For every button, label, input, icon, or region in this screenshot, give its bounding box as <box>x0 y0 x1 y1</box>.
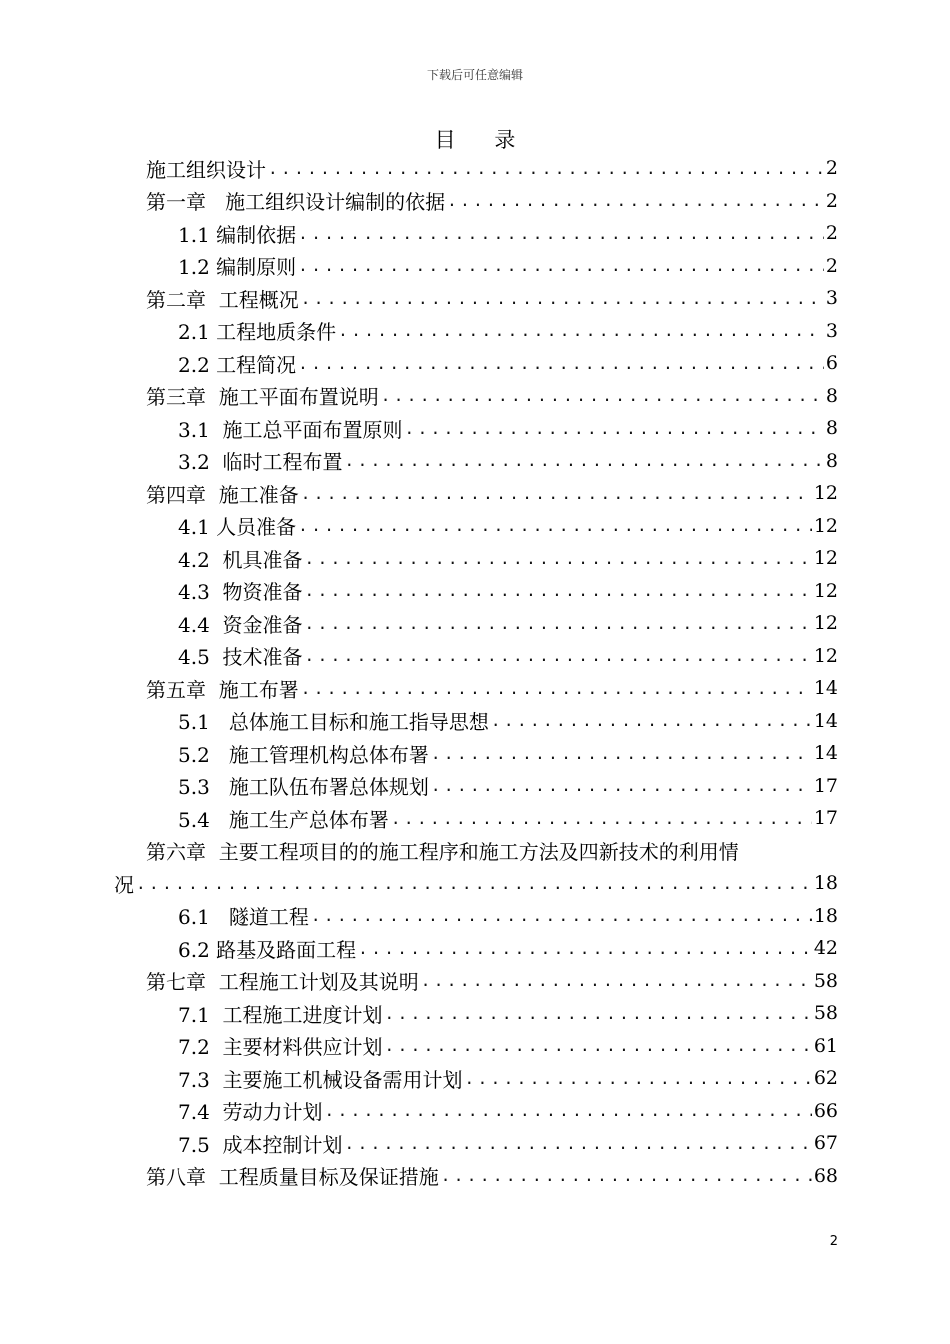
toc-entry-page: 6 <box>825 352 838 375</box>
toc-entry-label: 第五章 施工布署 <box>146 677 299 702</box>
toc-entry-label: 施工组织设计 <box>146 157 266 182</box>
toc-entry-label: 3.1 施工总平面布置原则 <box>178 417 403 442</box>
toc-entry-label: 7.3 主要施工机械设备需用计划 <box>178 1067 463 1092</box>
toc-entry[interactable] <box>114 445 838 478</box>
toc-entry-page: 62 <box>813 1067 838 1090</box>
dot-leader <box>391 809 812 828</box>
toc-entry-label: 3.2 临时工程布置 <box>178 450 343 475</box>
toc-entry-page: 14 <box>813 677 838 700</box>
toc-entry-page: 58 <box>813 969 838 992</box>
toc-entry-page: 3 <box>825 319 838 342</box>
toc-entry-label: 2.1 工程地质条件 <box>178 320 337 345</box>
dot-leader <box>305 581 812 600</box>
dot-leader <box>301 289 824 308</box>
toc-entry[interactable] <box>114 672 838 705</box>
toc-entry-page: 2 <box>825 222 838 245</box>
toc-entry-label: 6.1 隧道工程 <box>178 905 309 930</box>
dot-leader <box>441 1166 812 1185</box>
toc-entry-page: 2 <box>825 157 838 180</box>
toc-entry[interactable] <box>114 217 838 250</box>
toc-entry[interactable] <box>114 347 838 380</box>
header-note: 下载后可任意编辑 <box>426 68 523 82</box>
dot-leader <box>301 679 812 698</box>
dot-leader <box>447 191 824 210</box>
toc-entry[interactable] <box>114 705 838 738</box>
toc-entry-page: 18 <box>813 872 838 895</box>
dot-leader <box>305 646 812 665</box>
table-of-contents <box>114 152 838 1192</box>
toc-title: 目 录 <box>434 128 532 152</box>
toc-entry-label: 7.4 劳动力计划 <box>178 1100 323 1125</box>
toc-entry[interactable] <box>114 477 838 510</box>
dot-leader <box>305 614 812 633</box>
toc-entry[interactable] <box>114 380 838 413</box>
toc-entry-label: 第四章 施工准备 <box>146 482 299 507</box>
toc-entry-page: 67 <box>813 1132 838 1155</box>
toc-entry[interactable] <box>114 1127 838 1160</box>
dot-leader <box>345 1134 812 1153</box>
toc-entry-label: 4.1 人员准备 <box>178 515 297 540</box>
toc-entry[interactable] <box>114 802 838 835</box>
toc-entry-page: 12 <box>813 579 838 602</box>
toc-entry[interactable] <box>114 250 838 283</box>
dot-leader <box>491 711 812 730</box>
toc-entry-page: 14 <box>813 709 838 732</box>
toc-entry-label: 7.2 主要材料供应计划 <box>178 1035 383 1060</box>
dot-leader <box>305 549 812 568</box>
toc-entry-label: 1.1 编制依据 <box>178 222 297 247</box>
toc-entry-label: 5.1 总体施工目标和施工指导思想 <box>178 710 489 735</box>
toc-entry-page: 2 <box>825 254 838 277</box>
toc-entry-page: 58 <box>813 1002 838 1025</box>
toc-entry-label: 5.4 施工生产总体布署 <box>178 807 389 832</box>
toc-entry-label: 4.3 物资准备 <box>178 580 303 605</box>
toc-entry[interactable] <box>114 412 838 445</box>
toc-entry-page: 61 <box>813 1034 838 1057</box>
toc-entry[interactable] <box>114 1160 838 1193</box>
dot-leader <box>465 1069 812 1088</box>
toc-entry[interactable] <box>114 510 838 543</box>
dot-leader <box>431 744 812 763</box>
toc-entry[interactable] <box>114 542 838 575</box>
dot-leader <box>311 906 812 925</box>
toc-entry-page: 2 <box>825 189 838 212</box>
toc-entry-label: 2.2 工程简况 <box>178 352 297 377</box>
toc-entry[interactable] <box>114 932 838 965</box>
dot-leader <box>325 1101 812 1120</box>
toc-entry-page: 3 <box>825 287 838 310</box>
dot-leader <box>298 224 824 243</box>
dot-leader <box>345 451 824 470</box>
toc-entry-label: 7.1 工程施工进度计划 <box>178 1002 383 1027</box>
toc-entry-label: 第三章 施工平面布置说明 <box>146 385 379 410</box>
toc-entry-page: 12 <box>813 644 838 667</box>
dot-leader <box>301 484 812 503</box>
toc-entry-page: 8 <box>825 449 838 472</box>
toc-entry-page: 68 <box>813 1164 838 1187</box>
toc-entry-page: 12 <box>813 514 838 537</box>
toc-entry-label: 1.2 编制原则 <box>178 255 297 280</box>
dot-leader <box>385 1004 812 1023</box>
toc-entry-page: 12 <box>813 612 838 635</box>
dot-leader <box>421 971 812 990</box>
toc-entry-label: 7.5 成本控制计划 <box>178 1132 343 1157</box>
toc-entry-label: 第八章 工程质量目标及保证措施 <box>146 1165 439 1190</box>
toc-entry-page: 14 <box>813 742 838 765</box>
page-number: 2 <box>829 1234 838 1249</box>
toc-entry-continuation[interactable] <box>114 867 838 900</box>
toc-entry-page: 17 <box>813 807 838 830</box>
dot-leader <box>405 419 824 438</box>
toc-entry-label: 第一章 施工组织设计编制的依据 <box>146 190 446 215</box>
toc-entry[interactable] <box>114 1030 838 1063</box>
toc-entry[interactable] <box>114 1095 838 1128</box>
toc-entry[interactable] <box>114 965 838 998</box>
dot-leader <box>298 256 824 275</box>
toc-entry[interactable] <box>114 900 838 933</box>
toc-entry-page: 18 <box>813 904 838 927</box>
toc-entry-label: 第二章 工程概况 <box>146 287 299 312</box>
toc-entry-page: 17 <box>813 774 838 797</box>
toc-entry-label: 6.2 路基及路面工程 <box>178 937 357 962</box>
toc-entry-label: 4.5 技术准备 <box>178 645 303 670</box>
toc-entry-label: 4.4 资金准备 <box>178 612 303 637</box>
dot-leader <box>381 386 824 405</box>
dot-leader <box>338 321 824 340</box>
toc-entry-label: 第六章 主要工程项目的的施工程序和施工方法及四新技术的利用情 <box>146 840 739 865</box>
toc-entry-page: 8 <box>825 384 838 407</box>
dot-leader <box>136 874 812 893</box>
toc-entry[interactable] <box>114 185 838 218</box>
dot-leader <box>431 776 812 795</box>
dot-leader <box>298 516 812 535</box>
toc-entry-label-continued: 况 <box>114 872 134 897</box>
toc-entry[interactable] <box>114 997 838 1030</box>
toc-entry[interactable] <box>114 770 838 803</box>
toc-entry-label: 5.2 施工管理机构总体布署 <box>178 742 429 767</box>
toc-entry[interactable] <box>114 1062 838 1095</box>
toc-entry-page: 12 <box>813 547 838 570</box>
toc-entry[interactable] <box>114 607 838 640</box>
toc-entry[interactable] <box>114 315 838 348</box>
toc-entry[interactable] <box>114 152 838 185</box>
toc-entry-label: 5.3 施工队伍布署总体规划 <box>178 775 429 800</box>
toc-entry[interactable] <box>114 640 838 673</box>
dot-leader <box>268 159 824 178</box>
toc-entry-page: 66 <box>813 1099 838 1122</box>
dot-leader <box>358 939 812 958</box>
toc-entry-page: 8 <box>825 417 838 440</box>
toc-entry[interactable] <box>114 835 838 868</box>
toc-entry-label: 第七章 工程施工计划及其说明 <box>146 970 419 995</box>
toc-entry-page: 12 <box>813 482 838 505</box>
toc-entry-label: 4.2 机具准备 <box>178 547 303 572</box>
dot-leader <box>385 1036 812 1055</box>
toc-entry[interactable] <box>114 575 838 608</box>
toc-entry-page: 42 <box>813 937 838 960</box>
toc-entry[interactable] <box>114 737 838 770</box>
dot-leader <box>298 354 824 373</box>
toc-entry[interactable] <box>114 282 838 315</box>
